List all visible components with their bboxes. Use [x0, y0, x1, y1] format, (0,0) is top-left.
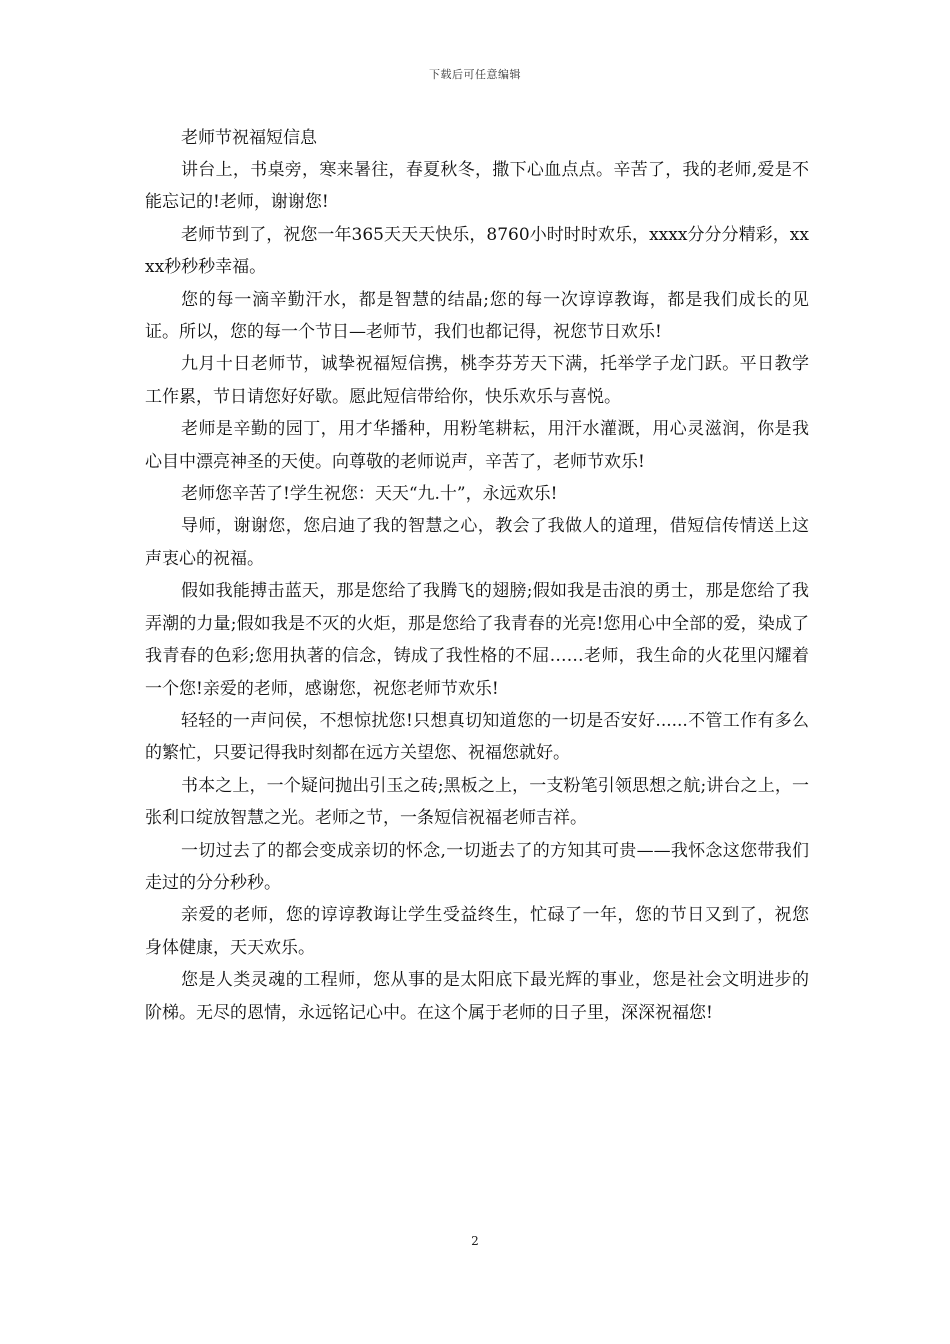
- paragraph: 老师是辛勤的园丁，用才华播种，用粉笔耕耘，用汗水灌溉，用心灵滋润，你是我心目中漂亮神圣的天使。向尊敬的老师说声，辛苦了，老师节欢乐!: [145, 419, 809, 472]
- page-number: 2: [471, 1234, 479, 1248]
- paragraph: 亲爱的老师，您的谆谆教诲让学生受益终生，忙碌了一年，您的节日又到了，祝您身体健康，天天欢乐。: [145, 905, 809, 958]
- paragraph: 书本之上，一个疑问抛出引玉之砖;黑板之上，一支粉笔引领思想之航;讲台之上，一张利口绽放智慧之光。老师之节，一条短信祝福老师吉祥。: [145, 775, 809, 829]
- paragraph: 轻轻的一声问侯，不想惊扰您!只想真切知道您的一切是否安好......不管工作有多么的繁忙，只要记得我时刻都在远方关望您、祝福您就好。: [145, 710, 809, 764]
- paragraph: 讲台上，书桌旁，寒来暑往，春夏秋冬，撒下心血点点。辛苦了，我的老师,爱是不能忘记的!老师，谢谢您!: [145, 160, 809, 213]
- document-title: 老师节祝福短信息: [181, 128, 317, 148]
- paragraph: 您是人类灵魂的工程师，您从事的是太阳底下最光辉的事业，您是社会文明进步的阶梯。无尽的恩情，永远铭记心中。在这个属于老师的日子里，深深祝福您!: [145, 970, 809, 1023]
- page-header: 下载后可任意编辑: [429, 68, 521, 81]
- paragraph: 假如我能搏击蓝天，那是您给了我腾飞的翅膀;假如我是击浪的勇士，那是您给了我弄潮的力量;假如我是不灭的火炬，那是您给了我青春的光亮!您用心中全部的爱，染成了我青春的色彩;您用执著的信念，铸成了我性格的不屈……老师，我生命的火花里闪耀着一个您!亲爱的老师，感谢您，祝您老师节欢乐!: [145, 581, 809, 699]
- paragraph: 一切过去了的都会变成亲切的怀念,一切逝去了的方知其可贵——我怀念这您带我们走过的分分秒秒。: [145, 840, 809, 893]
- paragraph: 九月十日老师节，诚挚祝福短信携，桃李芬芳天下满，托举学子龙门跃。平日教学工作累，节日请您好好歇。愿此短信带给你，快乐欢乐与喜悦。: [145, 354, 809, 407]
- paragraph: 老师节到了，祝您一年365天天天快乐，8760小时时时欢乐，xxxx分分分精彩，xxxx秒秒秒幸福。: [145, 224, 809, 278]
- paragraph: 您的每一滴辛勤汗水，都是智慧的结晶;您的每一次谆谆教诲，都是我们成长的见证。所以，您的每一个节日—老师节，我们也都记得，祝您节日欢乐!: [145, 289, 809, 343]
- document-body: [145, 122, 809, 1029]
- paragraph: 老师您辛苦了!学生祝您：天天“九.十”，永远欢乐!: [181, 484, 558, 505]
- paragraph: 导师，谢谢您，您启迪了我的智慧之心，教会了我做人的道理，借短信传情送上这声衷心的祝福。: [145, 516, 809, 569]
